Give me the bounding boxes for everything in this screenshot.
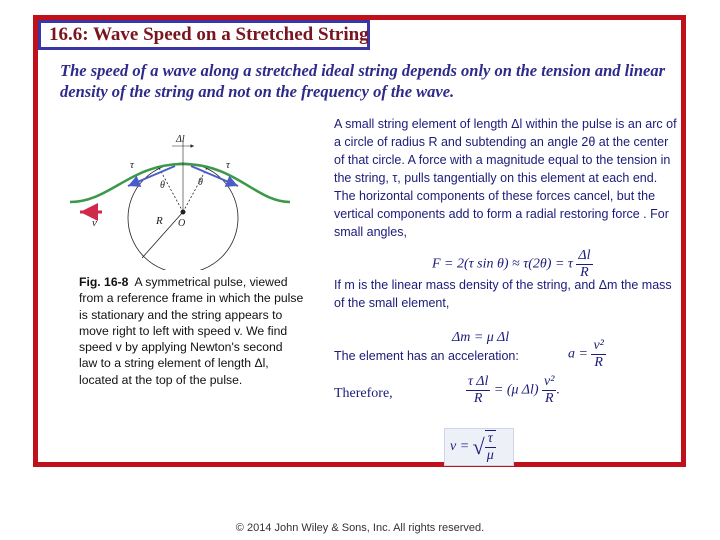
force-equation: F = 2(τ sin θ) ≈ τ(2θ) = τ $\frac{\Delta l}{R}$	[432, 248, 591, 280]
copyright-footer: © 2014 John Wiley & Sons, Inc. All rights reserved.	[235, 522, 485, 534]
speed-equation: v = √ $\frac{\tau}{\mu}$	[450, 431, 494, 463]
caption-label: Fig. 16-8	[79, 275, 129, 289]
label-theta-right: θ	[198, 177, 203, 188]
slide-title: 16.6: Wave Speed on a Stretched String	[38, 20, 370, 50]
label-theta-left: θ	[160, 180, 165, 191]
newton-equation: $\frac{\text{τ Δl}}{R}$ = (μ Δl) $\frac{\text{v²}}{R}$ .	[468, 374, 560, 406]
center-point	[181, 210, 186, 215]
intro-statement: The speed of a wave along a stretched ideal string depends only on the tension and linear density of the string and not on the frequency of the wave.	[60, 61, 666, 101]
label-R: R	[156, 215, 163, 227]
label-O: O	[178, 218, 186, 229]
explanation-paragraph: A small string element of length Δl within the pulse is an arc of a circle of radius R and subtending an angle 2θ at the center of that circle. A force with a magnitude equal to the tension in the string, τ, pulls tangentially on this element at each end. The horizontal components of these forces cancel, but the vertical components add to form a radial restoring force . For small angles,	[334, 117, 677, 239]
acceleration-equation: a = $\frac{\text{v²}}{R}$	[568, 338, 604, 370]
mass-density-paragraph: If m is the linear mass density of the string, and Δm the mass of the small element,	[334, 278, 672, 310]
label-tau-right: τ	[226, 159, 230, 171]
label-v: v	[92, 217, 97, 229]
mass-equation: Δm = μ Δl	[452, 330, 510, 345]
label-tau-left: τ	[130, 159, 134, 171]
label-delta-l: Δl	[176, 134, 185, 145]
caption-text: A symmetrical pulse, viewed from a reference frame in which the pulse is stationary and the string appears to move right to left with speed v. We find speed v by applying Newton's second law to a string element of length Δl, located at the top of the pulse.	[79, 275, 304, 387]
radius-right	[183, 166, 208, 212]
figure-caption	[79, 274, 304, 388]
pulse-curve	[70, 164, 290, 202]
acceleration-label: The element has an acceleration:	[334, 349, 519, 363]
pulse-figure	[70, 130, 310, 270]
therefore-label: Therefore,	[334, 386, 393, 401]
